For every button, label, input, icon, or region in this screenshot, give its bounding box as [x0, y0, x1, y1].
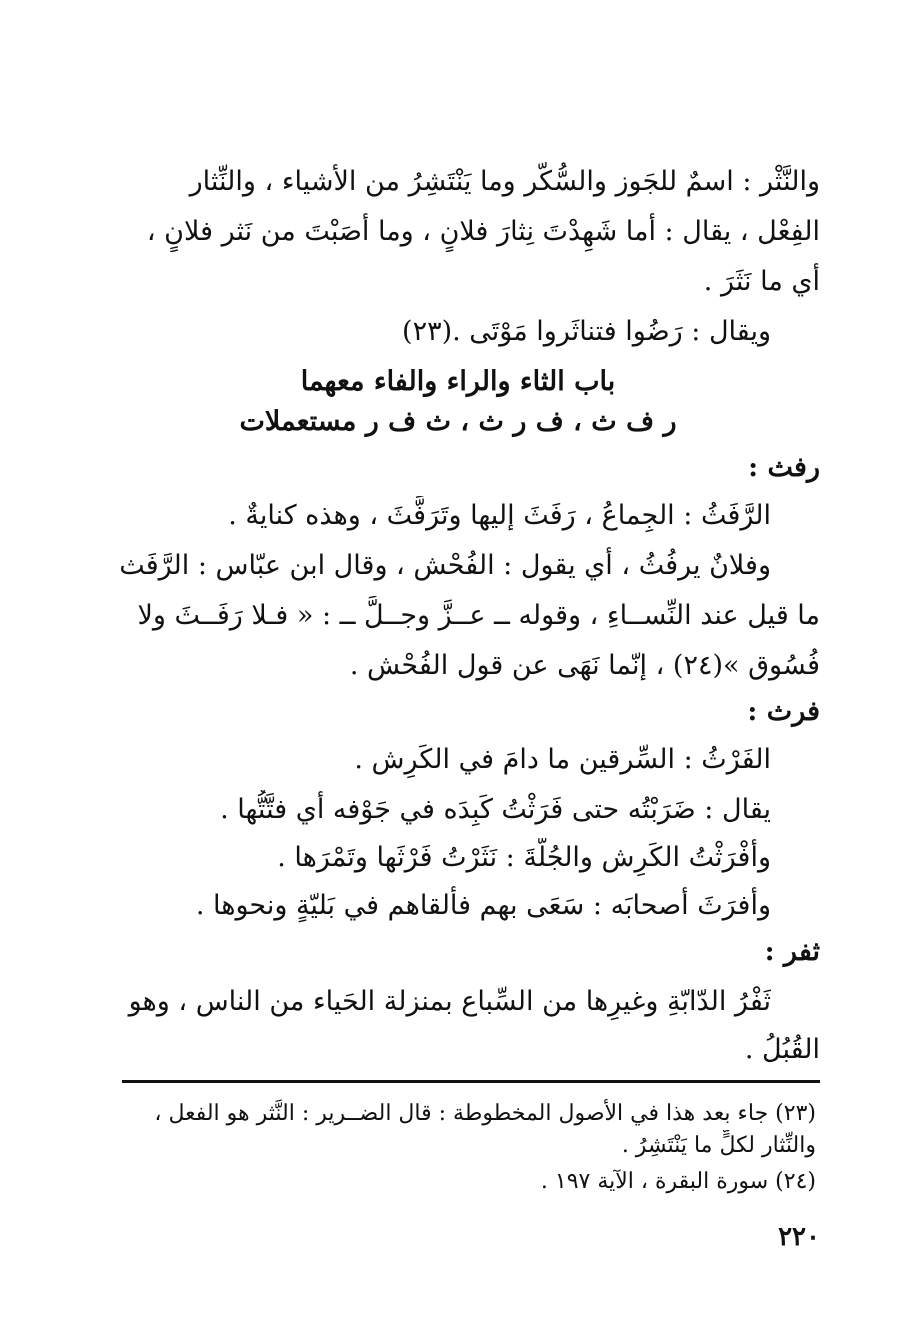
section-line: وأفرَثَ أصحابَه : سَعَى بهم فألقاهم في بَليّةٍ ونحوها .	[195, 890, 771, 921]
footnote-divider	[122, 1080, 820, 1083]
page-number: ٢٢٠	[778, 1222, 820, 1252]
section-heading-rafath: رفث :	[748, 452, 820, 483]
section-line: يقال : ضَرَبْتُه حتى فَرَثْتُ كَبِدَه في جَوْفه أي فتَّتُّها .	[220, 794, 771, 825]
section-line: الفَرْثُ : السِّرقين ما دامَ في الكَرِش .	[354, 744, 771, 775]
footnote-line: (٢٤) سورة البقرة ، الآية ١٩٧ .	[540, 1169, 816, 1194]
section-line: وأفْرَثْتُ الكَرِش والجُلَّةَ : نَثَرْتُ فَرْثَها وتَمْرَها .	[277, 842, 771, 873]
footnote-line: والنِّثار لكلٍّ ما يَنْتَشِرُ .	[621, 1133, 816, 1158]
chapter-title: باب الثاء والراء والفاء معهما	[300, 366, 616, 397]
section-line: وفلانٌ يرفُثُ ، أي يقول : الفُحْش ، وقال ابن عبّاس : الرَّفَث	[119, 550, 771, 581]
section-line: الرَّفَثُ : الجِماعُ ، رَفَثَ إليها وتَرَفَّثَ ، وهذه كنايةٌ .	[228, 500, 771, 531]
body-line: الفِعْل ، يقال : أما شَهِدْتَ نِثارَ فلانٍ ، وما أَصَبْتَ من نَثر فلانٍ ،	[146, 216, 820, 247]
section-heading-thafar: ثفر :	[764, 936, 820, 967]
body-line: ويقال : رَضُوا فتناثَروا مَوْتَى .(٢٣)	[402, 316, 771, 347]
section-line: ثَفْرُ الدّابّةِ وغيرِها من السِّباع بمنزلة الحَياء من الناس ، وهو	[128, 986, 771, 1017]
section-line: ما قيل عند النِّســاءِ ، وقوله ــ عــزَّ وجــلَّ ــ : « فـلا رَفَــثَ ولا	[137, 600, 820, 631]
section-line: القُبُلُ .	[744, 1034, 820, 1065]
footnote-line: (٢٣) جاء بعد هذا في الأصول المخطوطة : قال الضــرير : النَّثر هو الفعل ،	[154, 1101, 816, 1126]
section-line: فُسُوق »(٢٤) ، إنّما نَهَى عن قول الفُحْش .	[349, 650, 820, 681]
chapter-subtitle: ر ف ث ، ف ر ث ، ث ف ر مستعملات	[239, 406, 677, 437]
body-line: أي ما نَثَرَ .	[703, 266, 820, 297]
body-line: والنَّثْر : اسمٌ للجَوز والسُّكَّر وما يَنْتَشِرُ من الأشياء ، والنِّثار	[189, 166, 820, 197]
section-heading-farath: فرث :	[747, 696, 820, 727]
